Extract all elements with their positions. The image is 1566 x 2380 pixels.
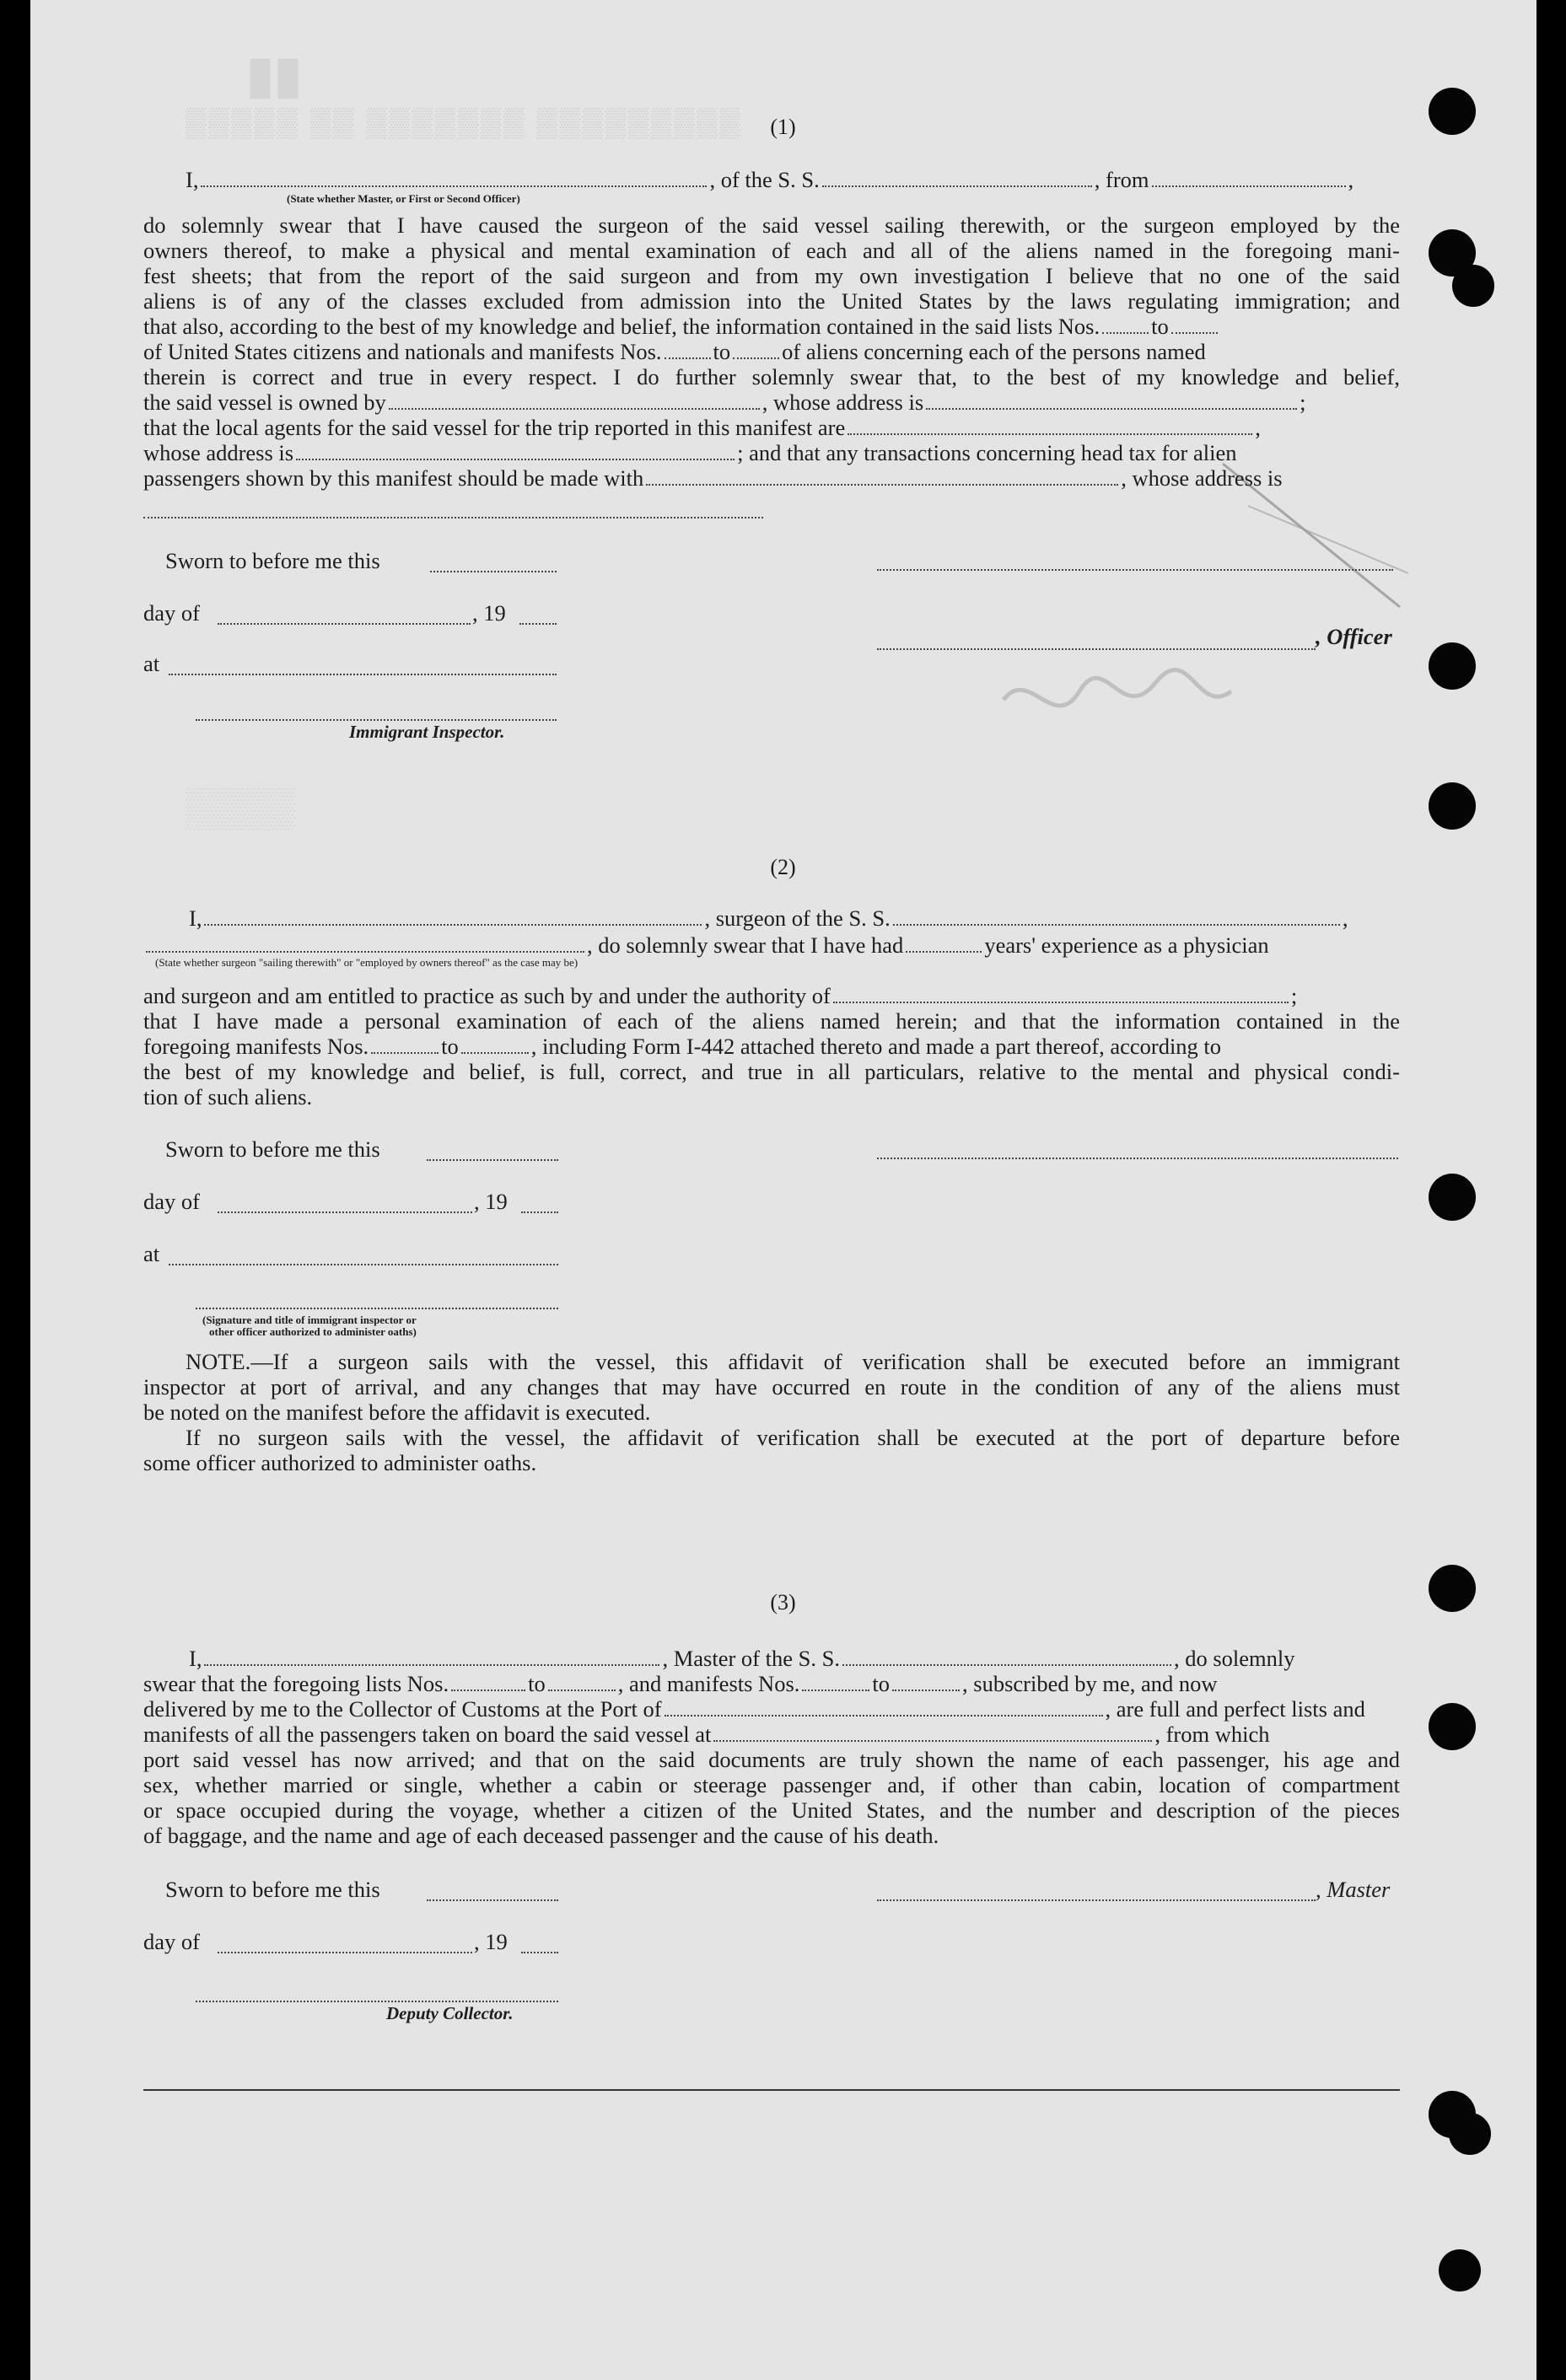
officer-signature-line-top[interactable] [877,568,1393,571]
year-label-3: , 19 [474,1929,508,1954]
officer-label: , Officer [1316,624,1392,649]
text: whose address is [143,440,294,465]
lists-from-field[interactable] [1102,331,1149,334]
text: , subscribed by me, and now [962,1671,1218,1696]
day-of-field-3[interactable] [218,1951,472,1953]
text: passengers shown by this manifest should be made with [143,465,644,491]
head-tax-contact-field[interactable] [646,483,1118,486]
from-port-field[interactable] [1152,185,1346,187]
master-name-field[interactable] [204,1663,659,1666]
s3-manifests-to-field[interactable] [892,1689,960,1691]
section-2-line-1 [143,905,1400,931]
note-line-4: If no surgeon sails with the vessel, the affidavit of verification shall be executed at the port of departure before [186,1425,1400,1450]
s2-manifests-from-field[interactable] [371,1051,439,1054]
text: of aliens concerning each of the persons named [782,339,1206,364]
section-3-line-7: or space occupied during the voyage, whether a citizen of the United States, and the number and description of the pieces [143,1797,1400,1823]
section-1-line-4: aliens is of any of the classes excluded from admission into the United States by the laws regulating immigration; and [143,288,1400,314]
text: that also, according to the best of my knowledge and belief, the information contained in the said lists Nos. [143,314,1101,339]
text: , do solemnly swear that I have had [587,932,904,958]
handwriting-mark [995,649,1248,750]
text: , [1348,167,1354,192]
day-of-label-1: day of [143,600,200,626]
deputy-collector-label: Deputy Collector. [386,2003,514,2023]
section-3-line-1 [143,1646,1400,1671]
authority-field[interactable] [833,1001,1289,1003]
day-of-field-1[interactable] [218,622,471,625]
text: to [1151,314,1169,339]
text: ; [1290,983,1298,1008]
section-1-line-7: therein is correct and true in every respect. I do further solemnly swear that, to the best of my knowledge and belief, [143,364,1400,390]
sworn-date-field-2[interactable] [427,1158,558,1161]
authorized-signature-line[interactable] [196,1307,558,1309]
binder-hole [1449,2113,1491,2155]
section-1-line-5 [143,314,1400,339]
text: delivered by me to the Collector of Customs at the Port of [143,1696,662,1722]
section-3-heading: (3) [770,1590,796,1614]
section-1-intro [143,167,1400,192]
s2-manifests-to-field[interactable] [461,1051,529,1054]
day-of-label-3: day of [143,1929,200,1954]
text: , whose address is [761,390,924,415]
binder-hole [1429,782,1476,830]
text: , Master of the S. S. [662,1646,840,1671]
note-line-3: be noted on the manifest before the affidavit is executed. [143,1400,651,1425]
years-experience-field[interactable] [906,950,982,953]
sworn-label-3: Sworn to before me this [165,1877,380,1902]
section-1-heading: (1) [770,115,796,139]
day-of-field-2[interactable] [218,1211,472,1213]
officer-signature-line[interactable] [877,647,1316,650]
section-1-line-10 [143,440,1400,465]
day-of-label-2: day of [143,1189,200,1214]
at-label-2: at [143,1241,160,1266]
text: years' experience as a physician [984,932,1269,958]
year-field-1[interactable] [519,622,557,625]
authorized-signature-hint-2: other officer authorized to administer oaths) [209,1325,417,1338]
text: , [1255,415,1261,440]
section-3-line-3 [143,1696,1400,1722]
bleed-through-text: ▒▒▒▒▒ ▒▒ ▒▒▒▒▒▒▒ ▒▒▒▒▒▒▒▒▒ [186,106,743,138]
text: and surgeon and am entitled to practice as such by and under the authority of [143,983,831,1008]
section-1-line-2: owners thereof, to make a physical and mental examination of each and all of the aliens named in the foregoing mani- [143,238,1400,263]
section-2-heading: (2) [770,855,796,879]
text: , from which [1154,1722,1270,1747]
section-2-line-4: that I have made a personal examination of each of the aliens named herein; and that the information contained in the [143,1008,1400,1034]
text: , do solemnly [1173,1646,1295,1671]
text: , including Form I-442 attached thereto and made a part thereof, according to [530,1034,1222,1059]
at-field-1[interactable] [169,673,557,675]
inspector-signature-line[interactable] [196,718,557,721]
surgeon-signature-line[interactable] [877,1157,1398,1159]
text: to [528,1671,546,1696]
port-of-departure-field[interactable] [713,1739,1152,1742]
bottom-rule [143,2089,1400,2091]
note-line-2: inspector at port of arrival, and any changes that may have occurred en route in the condition of any of the aliens must [143,1374,1400,1400]
section-1-line-6 [143,339,1400,364]
text: , from [1094,167,1149,192]
head-tax-address-field[interactable] [143,516,763,518]
text: I, [189,1646,202,1671]
collector-signature-line[interactable] [196,2000,558,2002]
text: , surgeon of the S. S. [704,905,891,931]
text: foregoing manifests Nos. [143,1034,369,1059]
text: of United States citizens and nationals and manifests Nos. [143,339,662,364]
bleed-through-stamp: ▒▒▒▒ [186,785,296,829]
binder-hole [1429,1703,1476,1750]
s3-manifests-from-field[interactable] [802,1689,869,1691]
note-line-1: NOTE.—If a surgeon sails with the vessel, this affidavit of verification shall be executed before an immigrant [186,1349,1400,1374]
binder-hole [1452,265,1494,307]
surgeon-type-field[interactable] [146,950,584,953]
section-2-line-6: the best of my knowledge and belief, is full, correct, and true in all particulars, relative to the mental and physical condi- [143,1059,1400,1084]
year-label-1: , 19 [472,600,506,626]
section-3-line-6: sex, whether married or single, whether a cabin or steerage passenger and, if other than cabin, location of compartment [143,1772,1400,1797]
note-line-5: some officer authorized to administer oaths. [143,1450,537,1475]
text: , [1342,905,1348,931]
text: , of the S. S. [709,167,820,192]
section-2-line-3 [143,983,1400,1008]
owner-address-field[interactable] [926,407,1297,410]
binder-hole [1439,2249,1481,2291]
text: that the local agents for the said vessel for the trip reported in this manifest are [143,415,846,440]
master-signature-line[interactable] [877,1899,1316,1901]
s3-lists-from-field[interactable] [451,1689,525,1691]
s3-lists-to-field[interactable] [548,1689,616,1691]
text: I, [189,905,202,931]
text: swear that the foregoing lists Nos. [143,1671,449,1696]
section-2-line-7: tion of such aliens. [143,1084,313,1109]
manifests-to-field[interactable] [733,357,779,359]
section-3-line-4 [143,1722,1400,1747]
text: , and manifests Nos. [617,1671,800,1696]
text: to [713,339,731,364]
section-1-line-3: fest sheets; that from the report of the said surgeon and from my own investigation I believe that no one of the said [143,263,1400,288]
section-2-line-2 [143,932,1400,958]
at-field-2[interactable] [169,1263,558,1265]
surgeon-hint: (State whether surgeon "sailing therewith" or "employed by owners thereof" as the case may be) [155,956,579,969]
binder-hole [1429,1174,1476,1221]
text: ; [1300,390,1306,415]
section-1-line-8 [143,390,1400,415]
section-1-line-9 [143,415,1400,440]
year-label-2: , 19 [474,1189,508,1214]
bleed-through-number: ▮▮ [246,46,303,103]
port-of-arrival-field[interactable] [665,1714,1103,1717]
authorized-signature-hint-1: (Signature and title of immigrant inspector or [202,1314,417,1326]
master-label: , Master [1316,1877,1391,1902]
surgeon-name-field[interactable] [204,923,702,926]
text: manifests of all the passengers taken on board the said vessel at [143,1722,712,1747]
section-3-line-2 [143,1671,1400,1696]
text: to [441,1034,459,1059]
master-vessel-field[interactable] [842,1663,1171,1666]
section-3-line-5: port said vessel has now arrived; and that on the said documents are truly shown the name of each passenger, his age and [143,1747,1400,1772]
immigrant-inspector-label: Immigrant Inspector. [349,722,505,742]
sworn-date-field-3[interactable] [427,1899,558,1901]
vessel-field[interactable] [822,185,1092,187]
agents-address-field[interactable] [296,458,735,460]
section-1-line-11 [143,465,1400,491]
text: ; and that any transactions concerning head tax for alien [737,440,1237,465]
lists-to-field[interactable] [1171,331,1218,334]
section-3-line-8: of baggage, and the name and age of each deceased passenger and the cause of his death. [143,1823,939,1848]
year-field-2[interactable] [521,1211,558,1213]
year-field-3[interactable] [521,1951,558,1953]
sworn-date-field-1[interactable] [430,570,557,572]
agents-field[interactable] [848,432,1252,435]
owner-field[interactable] [389,407,760,410]
manifests-from-field[interactable] [665,357,711,359]
text: , are full and perfect lists and [1105,1696,1365,1722]
text: , whose address is [1121,465,1283,491]
sworn-label-2: Sworn to before me this [165,1136,380,1162]
officer-field[interactable] [201,185,707,187]
section-2-line-5 [143,1034,1400,1059]
officer-hint: (State whether Master, or First or Second Officer) [287,192,520,205]
sworn-label-1: Sworn to before me this [165,548,380,573]
section-1-line-1: do solemnly swear that I have caused the surgeon of the said vessel sailing therewith, or the surgeon employed by the [143,212,1400,238]
text: to [872,1671,891,1696]
binder-hole [1429,642,1476,690]
at-label-1: at [143,651,160,676]
text: the said vessel is owned by [143,390,386,415]
surgeon-vessel-field[interactable] [893,923,1340,926]
text: I, [186,167,199,192]
